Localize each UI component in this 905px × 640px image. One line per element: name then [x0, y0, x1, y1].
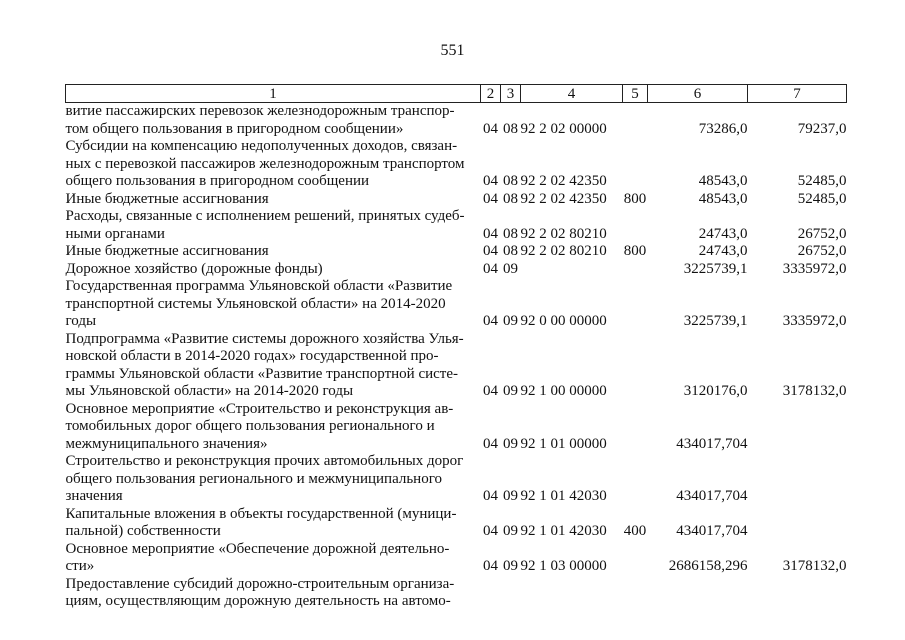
- row-cell-c6: 3225739,1: [683, 260, 748, 277]
- table-row: [66, 261, 847, 279]
- budget-table: [65, 84, 847, 611]
- column-header-5: 5: [623, 85, 648, 103]
- row-cell-c4: 92 1 00 00000: [520, 383, 607, 399]
- row-cell-c5: [623, 138, 648, 191]
- row-cell-c4: 92 1 01 00000: [520, 435, 607, 452]
- table-header-row: [66, 85, 847, 103]
- row-cell-c7: 26752,0: [797, 243, 847, 259]
- row-name: Основное мероприятие «Обеспечение дорожной деятельно- сти»: [65, 540, 450, 574]
- row-cell-c6: 434017,704: [676, 488, 748, 504]
- row-cell-c7: [748, 576, 847, 611]
- row-cell-c4: 92 2 02 80210: [520, 225, 607, 242]
- row-cell-c3: 09: [503, 435, 518, 452]
- row-cell-c5: 800: [623, 243, 647, 259]
- row-cell-c7: 3335972,0: [782, 313, 847, 329]
- row-cell-c3: 09: [503, 488, 518, 504]
- column-header-2: 2: [481, 85, 501, 103]
- table-row: [66, 576, 847, 611]
- row-cell-c7: 3335972,0: [782, 260, 847, 277]
- row-cell-c5: [623, 401, 648, 454]
- row-name: Строительство и реконструкция прочих автомобильных дорог общего пользования регионального и межмуниципального значения: [65, 453, 464, 504]
- row-cell-c4: 92 2 02 42350: [520, 173, 607, 189]
- row-name: Основное мероприятие «Строительство и реконструкция ав- томобильных дорог общего пользования регионального и межмуниципального значения»: [65, 400, 454, 452]
- row-name: Дорожное хозяйство (дорожные фонды): [65, 260, 323, 277]
- row-name: витие пассажирских перевозок железнодорожным транспор- том общего пользования в пригородном сообщении»: [65, 103, 455, 137]
- row-cell-c2: 04: [483, 243, 498, 259]
- row-name: Подпрограмма «Развитие системы дорожного хозяйства Улья- новской области в 2014-2020 годах» государственной про- граммы Ульяновской области «Развитие транспортной систе- мы Ульяновской области» на 2014-2020 годы: [65, 330, 464, 399]
- row-cell-c4: 92 0 00 00000: [520, 313, 607, 329]
- row-cell-c5: [623, 576, 648, 611]
- row-cell-c2: 04: [483, 435, 498, 452]
- row-cell-c6: 3225739,1: [683, 313, 748, 329]
- row-cell-c7: 3178132,0: [782, 558, 847, 574]
- row-cell-c4: 92 2 02 80210: [520, 243, 607, 259]
- table-row: [66, 453, 847, 506]
- row-cell-c3: 08: [503, 190, 518, 207]
- row-cell-c2: [481, 576, 501, 611]
- row-cell-c5: [623, 331, 648, 401]
- row-cell-c7: [748, 506, 847, 541]
- column-header-7: 7: [748, 85, 847, 103]
- row-cell-c2: 04: [483, 225, 498, 242]
- row-cell-c2: 04: [483, 120, 498, 137]
- row-cell-c3: 08: [503, 120, 518, 137]
- row-name: Расходы, связанные с исполнением решений, принятых судеб- ными органами: [65, 208, 465, 242]
- row-cell-c6: 2686158,296: [668, 558, 748, 574]
- row-cell-c6: [648, 576, 748, 611]
- row-cell-c4: [521, 576, 623, 611]
- row-cell-c5: 400: [623, 523, 647, 539]
- row-cell-c2: 04: [483, 190, 498, 207]
- row-cell-c4: 92 2 02 42350: [520, 190, 607, 207]
- row-name: Субсидии на компенсацию недополученных доходов, связан- ных с перевозкой пассажиров железнодорожным транспортом общего пользования в пригородном сообщении: [65, 138, 465, 189]
- row-cell-c4: [521, 261, 623, 279]
- row-cell-c6: 24743,0: [698, 225, 748, 242]
- column-header-6: 6: [648, 85, 748, 103]
- row-cell-c3: 08: [503, 225, 518, 242]
- table-row: [66, 401, 847, 454]
- row-cell-c5: [623, 278, 648, 331]
- row-cell-c7: [748, 401, 847, 454]
- row-name: Предоставление субсидий дорожно-строительным организа- циям, осуществляющим дорожную деятельность на автомо-: [65, 575, 455, 609]
- row-cell-c2: 04: [483, 383, 498, 399]
- row-cell-c3: 09: [503, 523, 518, 539]
- table-row: [66, 191, 847, 209]
- row-cell-c5: [623, 103, 648, 139]
- row-cell-c5: [623, 453, 648, 506]
- row-cell-c4: 92 2 02 00000: [520, 120, 607, 137]
- row-cell-c6: 73286,0: [698, 120, 748, 137]
- column-header-3: 3: [501, 85, 521, 103]
- row-cell-c5: [623, 261, 648, 279]
- row-cell-c3: 09: [503, 313, 518, 329]
- row-cell-c3: 09: [503, 260, 518, 277]
- row-cell-c2: 04: [483, 173, 498, 189]
- row-cell-c5: [623, 541, 648, 576]
- row-name: Государственная программа Ульяновской области «Развитие транспортной системы Ульяновской области» на 2014-2020 годы: [65, 278, 453, 329]
- row-cell-c7: 79237,0: [797, 120, 847, 137]
- row-cell-c3: 08: [503, 173, 518, 189]
- table-row: [66, 103, 847, 139]
- row-cell-c6: 3120176,0: [683, 383, 748, 399]
- row-cell-c3: 09: [503, 558, 518, 574]
- row-cell-c5: [623, 208, 648, 243]
- row-name: Иные бюджетные ассигнования: [65, 190, 269, 207]
- column-header-1: 1: [66, 85, 481, 103]
- row-cell-c2: 04: [483, 260, 498, 277]
- row-name: Капитальные вложения в объекты государственной (муници- пальной) собственности: [65, 505, 457, 539]
- row-cell-c4: 92 1 01 42030: [520, 488, 607, 504]
- row-cell-c7: 3178132,0: [782, 383, 847, 399]
- page-number: 551: [440, 42, 465, 59]
- row-cell-c6: 48543,0: [698, 173, 748, 189]
- table-body: [66, 103, 847, 611]
- row-cell-c3: [501, 576, 521, 611]
- row-name: Иные бюджетные ассигнования: [65, 243, 269, 259]
- table-row: [66, 278, 847, 331]
- column-header-4: 4: [521, 85, 623, 103]
- row-cell-c6: 24743,0: [698, 243, 748, 259]
- row-cell-c6: 434017,704: [676, 523, 748, 539]
- row-cell-c4: 92 1 01 42030: [520, 523, 607, 539]
- row-cell-c3: 08: [503, 243, 518, 259]
- row-cell-c2: 04: [483, 488, 498, 504]
- row-cell-c2: 04: [483, 313, 498, 329]
- row-cell-c6: 434017,704: [676, 435, 748, 452]
- row-cell-c2: 04: [483, 523, 498, 539]
- table-row: [66, 243, 847, 261]
- table-row: [66, 331, 847, 401]
- table-row: [66, 541, 847, 576]
- row-cell-c7: 26752,0: [797, 225, 847, 242]
- row-cell-c7: 52485,0: [797, 190, 847, 207]
- row-cell-c6: 48543,0: [698, 190, 748, 207]
- row-cell-c2: 04: [483, 558, 498, 574]
- table-row: [66, 138, 847, 191]
- table-row: [66, 506, 847, 541]
- row-cell-c3: 09: [503, 383, 518, 399]
- row-cell-c7: [748, 453, 847, 506]
- row-cell-c7: 52485,0: [797, 173, 847, 189]
- row-cell-c5: 800: [623, 190, 647, 207]
- row-cell-c4: 92 1 03 00000: [520, 558, 607, 574]
- table-row: [66, 208, 847, 243]
